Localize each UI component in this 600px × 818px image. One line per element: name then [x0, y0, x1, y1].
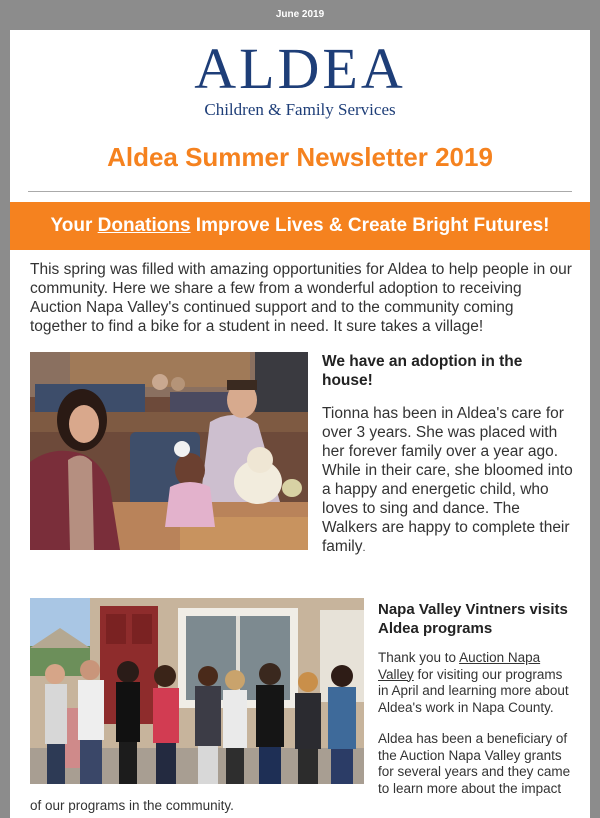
- vintners-photo[interactable]: [30, 598, 364, 784]
- auction-napa-valley-link[interactable]: Auction Napa Valley: [378, 650, 541, 682]
- banner-text-after: Improve Lives & Create Bright Futures!: [190, 215, 550, 236]
- vintners-p1-before: Thank you to: [378, 650, 460, 665]
- newsletter-body: [10, 30, 590, 818]
- vintners-paragraph-1: [378, 650, 574, 716]
- vintners-paragraph-2-continued: of our programs in the community.: [30, 798, 234, 813]
- donation-banner: [10, 202, 590, 250]
- donations-link[interactable]: Donations: [97, 215, 191, 236]
- newsletter-date: June 2019: [275, 9, 325, 20]
- adoption-body-text: Tionna has been in Aldea's care for over 3 years. She was placed with her forever family over a year ago. While in their care, she bloomed into a happy and energetic child, who loves to sing and dance. The Walkers are happy to complete their family: [322, 405, 573, 555]
- divider: [28, 191, 572, 192]
- adoption-body: [322, 404, 574, 558]
- logo-wordmark: ALDEA: [194, 36, 406, 101]
- banner-text-before: Your: [50, 215, 98, 236]
- vintners-body: [378, 650, 574, 797]
- logo-subtitle: Children & Family Services: [204, 100, 396, 119]
- aldea-logo[interactable]: [10, 30, 590, 120]
- vintners-heading: Napa Valley Vintners visits Aldea programs: [378, 601, 568, 637]
- newsletter-title: Aldea Summer Newsletter 2019: [107, 142, 493, 172]
- vintners-p1-after: for visiting our programs in April and learning more about Aldea's work in Napa County.: [378, 666, 569, 715]
- vintners-article-text: [378, 600, 574, 812]
- intro-paragraph: This spring was filled with amazing opportunities for Aldea to help people in our community. Here we share a few from a wonderful adoption to receiving Auction Napa Valley's continued support and to the community coming together to find a bike for a student in need. It sure takes a village!: [30, 261, 572, 335]
- adoption-photo[interactable]: [30, 352, 308, 550]
- adoption-photo-image: [30, 352, 308, 550]
- vintners-photo-image: [30, 598, 364, 784]
- adoption-body-end: .: [362, 542, 366, 554]
- vintners-paragraph-2: Aldea has been a beneficiary of the Auction Napa Valley grants for several years and they came to learn more about the impact: [378, 731, 571, 796]
- adoption-article-text: [322, 352, 574, 558]
- adoption-heading: We have an adoption in the house!: [322, 353, 523, 389]
